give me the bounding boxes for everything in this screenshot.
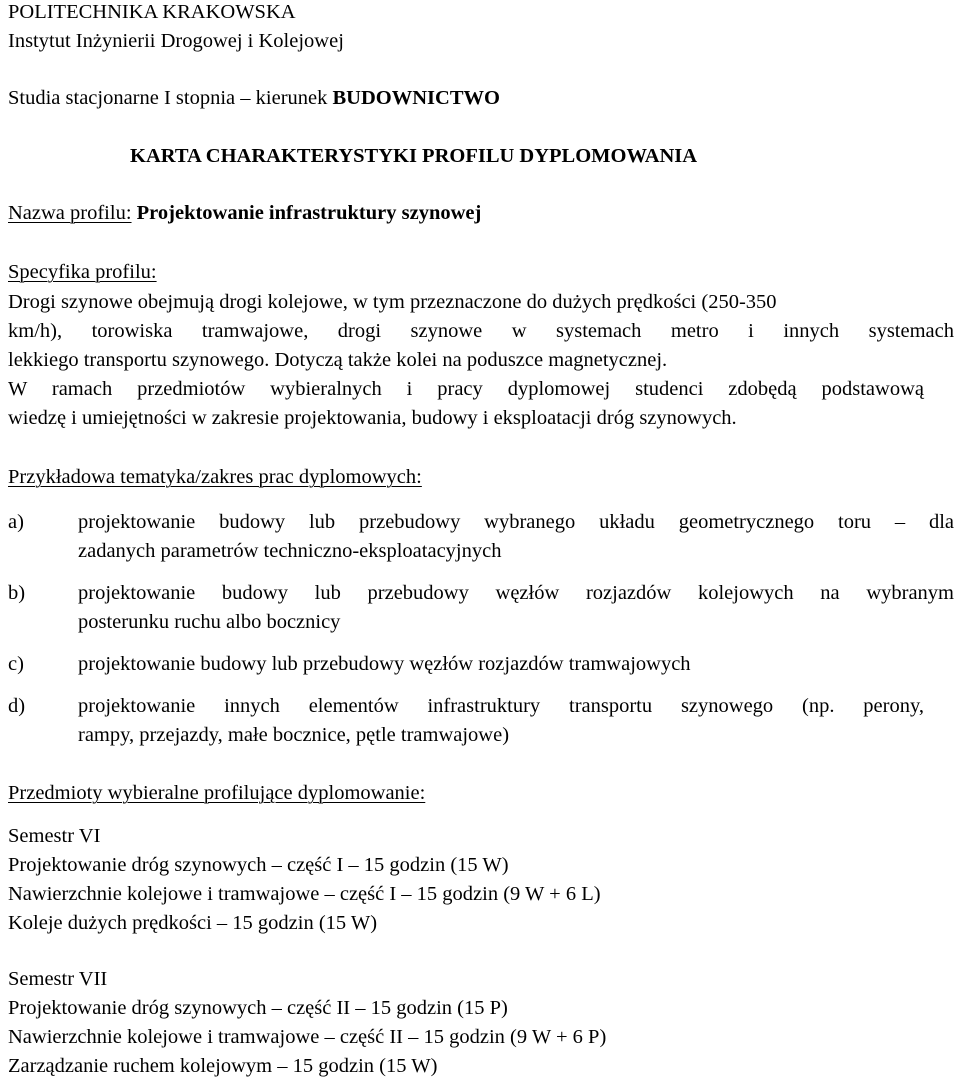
course-line: Zarządzanie ruchem kolejowym – 15 godzin (15 W) [8,1055,438,1077]
institute-name: Instytut Inżynierii Drogowej i Kolejowej [8,30,344,52]
topic-label: d) [8,695,26,717]
profile-name-label: Nazwa profilu: [8,202,132,224]
course-line: Projektowanie dróg szynowych – część II – 15 godzin (15 P) [8,997,508,1019]
specifics-line: wiedzę i umiejętności w zakresie projektowania, budowy i eksploatacji dróg szynowych. [8,407,737,429]
topic-line: zadanych parametrów techniczno-eksploatacyjnych [78,540,502,562]
university-name: POLITECHNIKA KRAKOWSKA [8,1,296,23]
topic-line: posterunku ruchu albo bocznicy [78,611,341,633]
topic-line: projektowanie innych elementów infrastruktury transportu szynowego (np. perony, [78,695,924,717]
specifics-heading: Specyfika profilu: [8,261,157,283]
topics-heading: Przykładowa tematyka/zakres prac dyplomowych: [8,466,422,488]
topic-line: projektowanie budowy lub przebudowy węzłów rozjazdów tramwajowych [78,653,691,675]
topic-line: rampy, przejazdy, małe bocznice, pętle tramwajowe) [78,724,510,746]
specifics-line: W ramach przedmiotów wybieralnych i pracy dyplomowej studenci zdobędą podstawową [8,378,924,400]
profile-name-value: Projektowanie infrastruktury szynowej [136,202,482,224]
studies-prefix: Studia stacjonarne I stopnia – kierunek [8,87,333,109]
electives-heading: Przedmioty wybieralne profilujące dyplomowanie: [8,782,426,804]
specifics-line: km/h), torowiska tramwajowe, drogi szynowe w systemach metro i innych systemach [8,320,954,342]
topic-label: b) [8,582,26,604]
semester-title: Semestr VII [8,968,108,990]
topic-label: c) [8,653,24,675]
topic-line: projektowanie budowy lub przebudowy wybranego układu geometrycznego toru – dla [78,511,954,533]
course-line: Nawierzchnie kolejowe i tramwajowe – część I – 15 godzin (9 W + 6 L) [8,883,601,905]
topic-label: a) [8,511,24,533]
course-line: Nawierzchnie kolejowe i tramwajowe – część II – 15 godzin (9 W + 6 P) [8,1026,607,1048]
document-title: KARTA CHARAKTERYSTYKI PROFILU DYPLOMOWANIA [130,145,698,167]
course-line: Koleje dużych prędkości – 15 godzin (15 W) [8,912,378,934]
studies-line [8,88,500,109]
semester-title: Semestr VI [8,825,101,847]
course-line: Projektowanie dróg szynowych – część I – 15 godzin (15 W) [8,854,509,876]
studies-field: BUDOWNICTWO [332,87,500,109]
topic-line: projektowanie budowy lub przebudowy węzłów rozjazdów kolejowych na wybranym [78,582,954,604]
profile-name-line [8,203,481,224]
specifics-line: Drogi szynowe obejmują drogi kolejowe, w tym przeznaczone do dużych prędkości (250-350 [8,291,777,313]
specifics-line: lekkiego transportu szynowego. Dotyczą także kolei na poduszce magnetycznej. [8,349,668,371]
